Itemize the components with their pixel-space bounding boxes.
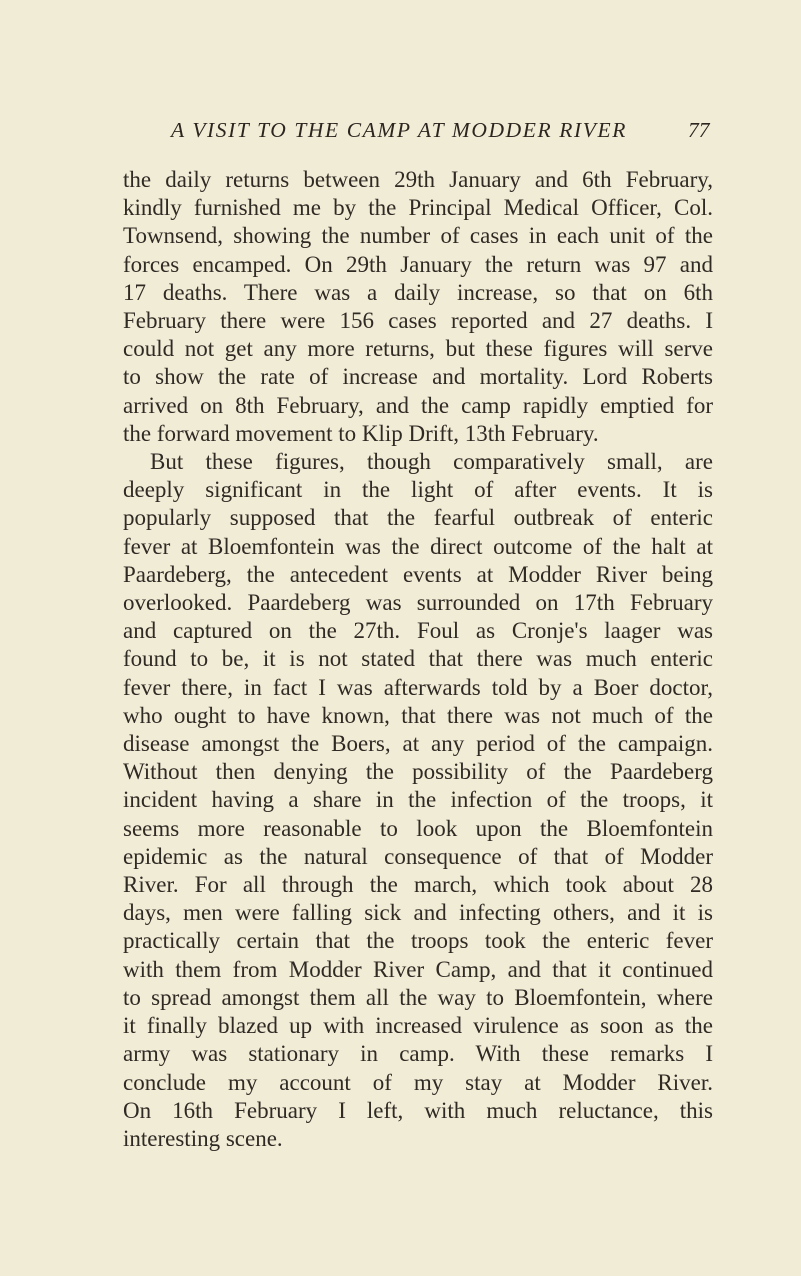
paragraph-line: popularly supposed that the fearful outbreak of enteric	[123, 505, 713, 531]
paragraph-line: But these figures, though comparatively small, are	[150, 449, 713, 475]
paragraph-line: fever there, in fact I was afterwards told by a Boer doctor,	[123, 674, 713, 700]
paragraph-line: with them from Modder River Camp, and that it continued	[123, 956, 713, 982]
paragraph-line: arrived on 8th February, and the camp rapidly emptied for	[123, 392, 713, 418]
paragraph-line: fever at Bloemfontein was the direct outcome of the halt at	[123, 533, 713, 559]
paragraph-line: who ought to have known, that there was not much of the	[123, 702, 713, 728]
paragraph-line: February there were 156 cases reported and 27 deaths. I	[123, 308, 713, 334]
paragraph-line: 17 deaths. There was a daily increase, so that on 6th	[123, 279, 713, 305]
paragraph-line: the forward movement to Klip Drift, 13th February.	[123, 420, 599, 446]
paragraph-line: deeply significant in the light of after events. It is	[123, 477, 713, 503]
paragraph-line: practically certain that the troops took the enteric fever	[123, 928, 713, 954]
paragraph-line: seems more reasonable to look upon the Bloemfontein	[123, 815, 713, 841]
paragraph-line: Townsend, showing the number of cases in each unit of the	[123, 223, 713, 249]
paragraph-line: disease amongst the Boers, at any period of the campaign.	[123, 731, 713, 757]
paragraph-line: forces encamped. On 29th January the return was 97 and	[123, 251, 713, 277]
running-title: A VISIT TO THE CAMP AT MODDER RIVER	[171, 118, 627, 142]
paragraph-line: incident having a share in the infection of the troops, it	[123, 787, 713, 813]
paragraph-line: the daily returns between 29th January and 6th February,	[123, 167, 713, 192]
paragraph-line: army was stationary in camp. With these remarks I	[123, 1041, 713, 1067]
paragraph-line: to show the rate of increase and mortality. Lord Roberts	[123, 364, 713, 390]
paragraph-line: days, men were falling sick and infecting others, and it is	[123, 900, 713, 926]
paragraph-line: could not get any more returns, but these figures will serve	[123, 336, 713, 362]
paragraph-line: interesting scene.	[123, 1125, 283, 1151]
paragraph-line: On 16th February I left, with much reluctance, this	[123, 1097, 713, 1123]
body-text	[123, 166, 713, 1153]
paragraph-line: Paardeberg, the antecedent events at Modder River being	[123, 561, 713, 587]
page-number: 77	[688, 118, 710, 142]
paragraph-line: kindly furnished me by the Principal Medical Officer, Col.	[123, 195, 713, 221]
paragraph-line: it finally blazed up with increased virulence as soon as the	[123, 1013, 713, 1039]
paragraph-line: found to be, it is not stated that there was much enteric	[123, 646, 713, 672]
page-header	[171, 118, 711, 152]
paragraph-line: to spread amongst them all the way to Bloemfontein, where	[123, 984, 713, 1010]
paragraph-line: and captured on the 27th. Foul as Cronje's laager was	[123, 618, 713, 644]
paragraph-line: Without then denying the possibility of the Paardeberg	[123, 759, 713, 785]
paragraph-line: epidemic as the natural consequence of that of Modder	[123, 843, 713, 869]
paragraph-line: conclude my account of my stay at Modder River.	[123, 1069, 713, 1095]
paragraph-line: overlooked. Paardeberg was surrounded on 17th February	[123, 590, 713, 616]
paragraph-line: River. For all through the march, which took about 28	[123, 872, 713, 898]
